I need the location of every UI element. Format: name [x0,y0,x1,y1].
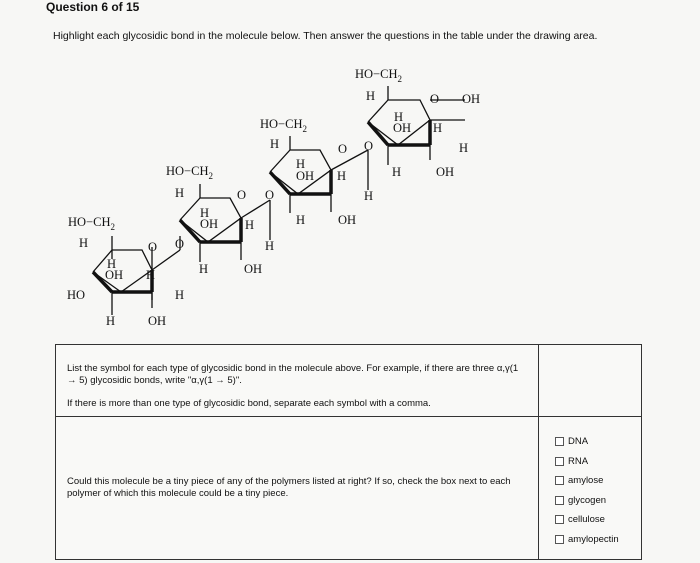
ring1-ring-o: O [148,240,158,254]
question1-note: If there is more than one type of glycosidic bond, separate each symbol with a comma. [67,398,431,409]
link1-oxygen: O [175,237,185,251]
ring2-ring-o: O [237,188,247,202]
ring3-oh-mid: OH [296,169,315,183]
ring1-ch2-label: $HO-CH_2$ [68,215,115,232]
ring4-ch2-label: $HO-CH_2$ [355,67,402,84]
ring4-oh-mid: OH [393,121,412,135]
question1-text: List the symbol for each type of glycosidic bond in the molecule above. For example, if there are three α,γ(1 → 5) glycosidic bonds, write "α,γ(1 → 5)". [67,363,519,386]
option-label: amylopectin [568,533,619,545]
ring4-h-bottom: H [392,165,402,179]
ring2-oh-mid: OH [200,217,219,231]
link2-oxygen: O [265,188,275,202]
question-title: Question 6 of 15 [46,0,140,14]
ring4-h-top: H [366,89,376,103]
option-label: DNA [568,436,589,448]
option-label: amylose [568,475,604,487]
checkbox[interactable] [555,535,564,544]
ring2-h-top: H [175,186,185,200]
option-glycogen[interactable] [555,491,619,511]
answer1-cell[interactable] [538,344,642,417]
ring4-h-low: H [459,141,469,155]
ring3-h-right: H [337,169,347,183]
ring1-oh-bottom: OH [148,314,167,328]
ring1-oh-mid: OH [105,268,124,282]
ring1-h-low: H [175,288,185,302]
ring2-h-low: H [265,239,275,253]
option-amylose[interactable] [555,471,619,491]
ring2-h-bottom: H [199,262,209,276]
ring1-h-top: H [79,236,89,250]
ring2-ch2-label: $HO-CH_2$ [166,164,213,181]
ring1-ho-left: HO [67,288,86,302]
ring3-h-top: H [270,137,280,151]
ring3-ring-o: O [338,142,348,156]
option-dna[interactable] [555,432,619,452]
checkbox[interactable] [555,457,564,466]
ring4-oh-top: OH [462,92,481,106]
ring2-h-mid: H [200,206,210,220]
checkbox[interactable] [555,476,564,485]
ring3-h-low: H [364,189,374,203]
ring4-h-mid: H [394,110,404,124]
checkbox[interactable] [555,437,564,446]
checkbox[interactable] [555,496,564,505]
option-rna[interactable] [555,452,619,472]
option-label: cellulose [568,514,605,526]
question2-text: Could this molecule be a tiny piece of any of the polymers listed at right? If so, check the box next to each polymer of which this molecule could be a tiny piece. [67,476,511,499]
ring1-h-bottom: H [106,314,116,328]
ring1-h-mid: H [107,257,117,271]
option-amylopectin[interactable] [555,530,619,550]
ring3-h-bottom: H [296,213,306,227]
option-label: RNA [568,455,589,467]
ring1-h-right: H [146,268,156,282]
ring4-h-right: H [433,121,443,135]
ring4-oh-bottom: OH [436,165,455,179]
ring3-h-mid: H [296,157,306,171]
option-cellulose[interactable] [555,510,619,530]
question-instruction: Highlight each glycosidic bond in the molecule below. Then answer the questions in the table under the drawing area. [53,30,598,42]
polymer-options [555,432,619,549]
ring2-oh-bottom: OH [244,262,263,276]
ring4-ring-o: O [430,92,440,106]
option-label: glycogen [568,494,607,506]
link3-oxygen: O [364,139,374,153]
checkbox[interactable] [555,515,564,524]
ring3-ch2-label: $HO-CH_2$ [260,117,307,134]
ring2-h-right: H [245,218,255,232]
ring3-oh-bottom: OH [338,213,357,227]
